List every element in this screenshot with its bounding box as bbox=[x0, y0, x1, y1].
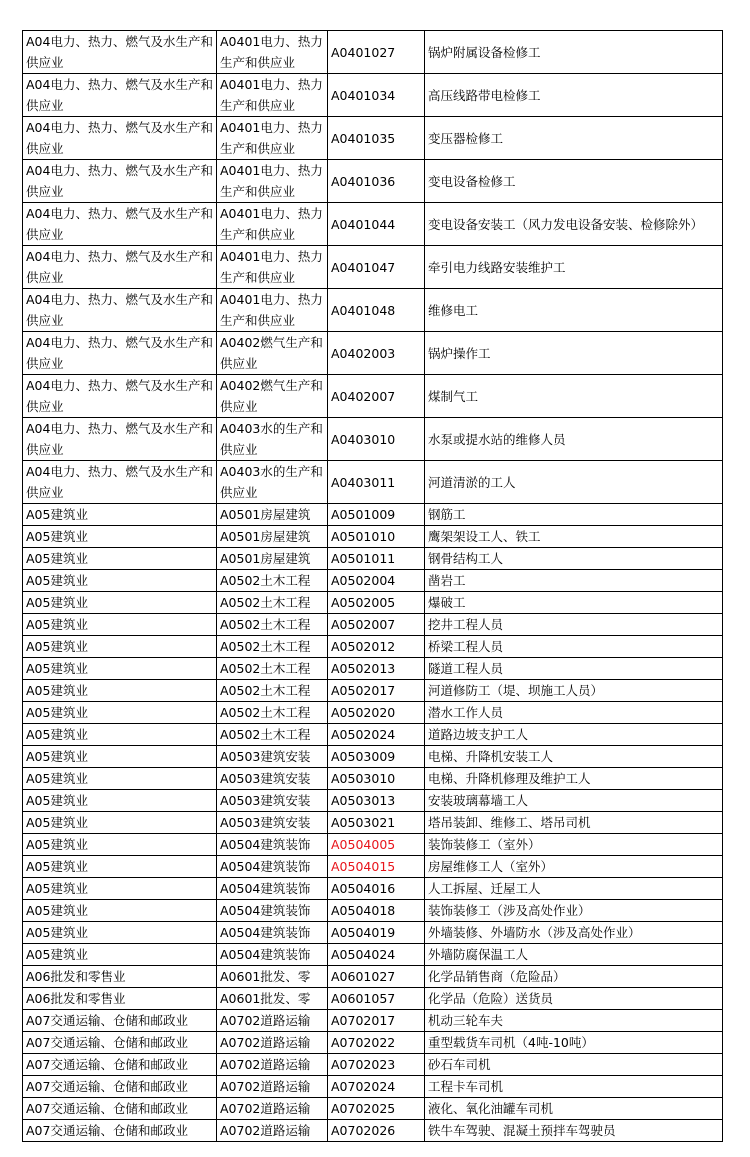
occupation-cell: 钢骨结构工人 bbox=[425, 548, 723, 570]
subcategory-cell: A0504建筑装饰 bbox=[217, 922, 328, 944]
occupation-cell: 房屋维修工人（室外） bbox=[425, 856, 723, 878]
table-row bbox=[23, 1098, 723, 1120]
code-cell: A0401044 bbox=[328, 203, 425, 246]
code-cell: A0504015 bbox=[328, 856, 425, 878]
subcategory-cell: A0502土木工程 bbox=[217, 724, 328, 746]
table-body bbox=[23, 31, 723, 1142]
subcategory-cell: A0702道路运输 bbox=[217, 1032, 328, 1054]
industry-cell: A05建筑业 bbox=[23, 680, 217, 702]
subcategory-cell: A0401电力、热力生产和供应业 bbox=[217, 31, 328, 74]
industry-cell: A04电力、热力、燃气及水生产和供应业 bbox=[23, 375, 217, 418]
table-row bbox=[23, 636, 723, 658]
table-row bbox=[23, 1120, 723, 1142]
industry-cell: A07交通运输、仓储和邮政业 bbox=[23, 1098, 217, 1120]
occupation-cell: 变压器检修工 bbox=[425, 117, 723, 160]
occupation-cell: 钢筋工 bbox=[425, 504, 723, 526]
industry-cell: A05建筑业 bbox=[23, 922, 217, 944]
code-cell: A0503021 bbox=[328, 812, 425, 834]
occupation-table bbox=[22, 30, 723, 1142]
industry-cell: A04电力、热力、燃气及水生产和供应业 bbox=[23, 289, 217, 332]
subcategory-cell: A0502土木工程 bbox=[217, 592, 328, 614]
table-row bbox=[23, 988, 723, 1010]
table-row bbox=[23, 1032, 723, 1054]
table-row bbox=[23, 878, 723, 900]
subcategory-cell: A0504建筑装饰 bbox=[217, 878, 328, 900]
subcategory-cell: A0502土木工程 bbox=[217, 614, 328, 636]
industry-cell: A05建筑业 bbox=[23, 856, 217, 878]
occupation-cell: 电梯、升降机修理及维护工人 bbox=[425, 768, 723, 790]
subcategory-cell: A0401电力、热力生产和供应业 bbox=[217, 117, 328, 160]
table-row bbox=[23, 526, 723, 548]
table-row bbox=[23, 332, 723, 375]
subcategory-cell: A0702道路运输 bbox=[217, 1010, 328, 1032]
code-cell: A0502017 bbox=[328, 680, 425, 702]
code-cell: A0504005 bbox=[328, 834, 425, 856]
industry-cell: A07交通运输、仓储和邮政业 bbox=[23, 1032, 217, 1054]
occupation-cell: 锅炉操作工 bbox=[425, 332, 723, 375]
subcategory-cell: A0502土木工程 bbox=[217, 570, 328, 592]
table-row bbox=[23, 856, 723, 878]
code-cell: A0401048 bbox=[328, 289, 425, 332]
occupation-cell: 铁牛车驾驶、混凝土预拌车驾驶员 bbox=[425, 1120, 723, 1142]
industry-cell: A07交通运输、仓储和邮政业 bbox=[23, 1120, 217, 1142]
occupation-cell: 爆破工 bbox=[425, 592, 723, 614]
occupation-cell: 重型载货车司机（4吨-10吨） bbox=[425, 1032, 723, 1054]
code-cell: A0504016 bbox=[328, 878, 425, 900]
code-cell: A0502007 bbox=[328, 614, 425, 636]
industry-cell: A05建筑业 bbox=[23, 790, 217, 812]
subcategory-cell: A0503建筑安装 bbox=[217, 812, 328, 834]
industry-cell: A04电力、热力、燃气及水生产和供应业 bbox=[23, 418, 217, 461]
subcategory-cell: A0504建筑装饰 bbox=[217, 834, 328, 856]
table-row bbox=[23, 1076, 723, 1098]
occupation-cell: 凿岩工 bbox=[425, 570, 723, 592]
table-row bbox=[23, 289, 723, 332]
subcategory-cell: A0501房屋建筑 bbox=[217, 548, 328, 570]
subcategory-cell: A0702道路运输 bbox=[217, 1120, 328, 1142]
table-row bbox=[23, 570, 723, 592]
occupation-cell: 变电设备检修工 bbox=[425, 160, 723, 203]
occupation-cell: 工程卡车司机 bbox=[425, 1076, 723, 1098]
table-row bbox=[23, 922, 723, 944]
subcategory-cell: A0502土木工程 bbox=[217, 658, 328, 680]
industry-cell: A05建筑业 bbox=[23, 834, 217, 856]
code-cell: A0504024 bbox=[328, 944, 425, 966]
subcategory-cell: A0402燃气生产和供应业 bbox=[217, 332, 328, 375]
table-row bbox=[23, 680, 723, 702]
code-cell: A0503010 bbox=[328, 768, 425, 790]
code-cell: A0502012 bbox=[328, 636, 425, 658]
industry-cell: A07交通运输、仓储和邮政业 bbox=[23, 1010, 217, 1032]
code-cell: A0502005 bbox=[328, 592, 425, 614]
occupation-cell: 装饰装修工（室外） bbox=[425, 834, 723, 856]
occupation-cell: 外墙装修、外墙防水（涉及高处作业） bbox=[425, 922, 723, 944]
subcategory-cell: A0702道路运输 bbox=[217, 1054, 328, 1076]
subcategory-cell: A0401电力、热力生产和供应业 bbox=[217, 74, 328, 117]
code-cell: A0401035 bbox=[328, 117, 425, 160]
occupation-cell: 河道清淤的工人 bbox=[425, 461, 723, 504]
occupation-cell: 维修电工 bbox=[425, 289, 723, 332]
subcategory-cell: A0401电力、热力生产和供应业 bbox=[217, 289, 328, 332]
subcategory-cell: A0702道路运输 bbox=[217, 1076, 328, 1098]
code-cell: A0501011 bbox=[328, 548, 425, 570]
table-row bbox=[23, 1010, 723, 1032]
table-row bbox=[23, 1054, 723, 1076]
code-cell: A0702024 bbox=[328, 1076, 425, 1098]
subcategory-cell: A0504建筑装饰 bbox=[217, 900, 328, 922]
table-row bbox=[23, 658, 723, 680]
industry-cell: A05建筑业 bbox=[23, 768, 217, 790]
occupation-cell: 潜水工作人员 bbox=[425, 702, 723, 724]
table-row bbox=[23, 790, 723, 812]
table-row bbox=[23, 74, 723, 117]
occupation-cell: 锅炉附属设备检修工 bbox=[425, 31, 723, 74]
occupation-cell: 隧道工程人员 bbox=[425, 658, 723, 680]
code-cell: A0501009 bbox=[328, 504, 425, 526]
occupation-cell: 液化、氧化油罐车司机 bbox=[425, 1098, 723, 1120]
occupation-cell: 化学品（危险）送货员 bbox=[425, 988, 723, 1010]
code-cell: A0502013 bbox=[328, 658, 425, 680]
table-row bbox=[23, 418, 723, 461]
occupation-cell: 安装玻璃幕墙工人 bbox=[425, 790, 723, 812]
subcategory-cell: A0401电力、热力生产和供应业 bbox=[217, 246, 328, 289]
subcategory-cell: A0601批发、零 bbox=[217, 988, 328, 1010]
code-cell: A0502020 bbox=[328, 702, 425, 724]
occupation-cell: 鹰架架设工人、铁工 bbox=[425, 526, 723, 548]
table-row bbox=[23, 768, 723, 790]
table-row bbox=[23, 966, 723, 988]
subcategory-cell: A0501房屋建筑 bbox=[217, 504, 328, 526]
industry-cell: A05建筑业 bbox=[23, 944, 217, 966]
code-cell: A0503013 bbox=[328, 790, 425, 812]
industry-cell: A04电力、热力、燃气及水生产和供应业 bbox=[23, 332, 217, 375]
code-cell: A0504018 bbox=[328, 900, 425, 922]
industry-cell: A05建筑业 bbox=[23, 614, 217, 636]
subcategory-cell: A0502土木工程 bbox=[217, 680, 328, 702]
subcategory-cell: A0502土木工程 bbox=[217, 702, 328, 724]
subcategory-cell: A0702道路运输 bbox=[217, 1098, 328, 1120]
occupation-cell: 桥梁工程人员 bbox=[425, 636, 723, 658]
subcategory-cell: A0504建筑装饰 bbox=[217, 944, 328, 966]
code-cell: A0401034 bbox=[328, 74, 425, 117]
occupation-cell: 道路边坡支护工人 bbox=[425, 724, 723, 746]
industry-cell: A05建筑业 bbox=[23, 812, 217, 834]
industry-cell: A05建筑业 bbox=[23, 658, 217, 680]
industry-cell: A04电力、热力、燃气及水生产和供应业 bbox=[23, 203, 217, 246]
occupation-cell: 机动三轮车夫 bbox=[425, 1010, 723, 1032]
code-cell: A0702026 bbox=[328, 1120, 425, 1142]
code-cell: A0402003 bbox=[328, 332, 425, 375]
table-row bbox=[23, 834, 723, 856]
code-cell: A0403010 bbox=[328, 418, 425, 461]
industry-cell: A05建筑业 bbox=[23, 636, 217, 658]
code-cell: A0502024 bbox=[328, 724, 425, 746]
table-row bbox=[23, 461, 723, 504]
occupation-cell: 化学品销售商（危险品） bbox=[425, 966, 723, 988]
table-row bbox=[23, 548, 723, 570]
table-row bbox=[23, 812, 723, 834]
table-row bbox=[23, 203, 723, 246]
table-row bbox=[23, 614, 723, 636]
industry-cell: A06批发和零售业 bbox=[23, 966, 217, 988]
industry-cell: A04电力、热力、燃气及水生产和供应业 bbox=[23, 117, 217, 160]
code-cell: A0401027 bbox=[328, 31, 425, 74]
code-cell: A0402007 bbox=[328, 375, 425, 418]
code-cell: A0403011 bbox=[328, 461, 425, 504]
occupation-cell: 装饰装修工（涉及高处作业） bbox=[425, 900, 723, 922]
code-cell: A0401036 bbox=[328, 160, 425, 203]
occupation-cell: 塔吊装卸、维修工、塔吊司机 bbox=[425, 812, 723, 834]
table-row bbox=[23, 900, 723, 922]
industry-cell: A05建筑业 bbox=[23, 724, 217, 746]
subcategory-cell: A0401电力、热力生产和供应业 bbox=[217, 203, 328, 246]
table-row bbox=[23, 31, 723, 74]
subcategory-cell: A0401电力、热力生产和供应业 bbox=[217, 160, 328, 203]
subcategory-cell: A0501房屋建筑 bbox=[217, 526, 328, 548]
table-row bbox=[23, 702, 723, 724]
industry-cell: A04电力、热力、燃气及水生产和供应业 bbox=[23, 246, 217, 289]
occupation-cell: 砂石车司机 bbox=[425, 1054, 723, 1076]
subcategory-cell: A0403水的生产和供应业 bbox=[217, 418, 328, 461]
code-cell: A0702025 bbox=[328, 1098, 425, 1120]
subcategory-cell: A0402燃气生产和供应业 bbox=[217, 375, 328, 418]
industry-cell: A05建筑业 bbox=[23, 504, 217, 526]
occupation-cell: 人工拆屋、迁屋工人 bbox=[425, 878, 723, 900]
subcategory-cell: A0503建筑安装 bbox=[217, 746, 328, 768]
industry-cell: A05建筑业 bbox=[23, 878, 217, 900]
industry-cell: A04电力、热力、燃气及水生产和供应业 bbox=[23, 160, 217, 203]
subcategory-cell: A0503建筑安装 bbox=[217, 790, 328, 812]
industry-cell: A05建筑业 bbox=[23, 592, 217, 614]
industry-cell: A04电力、热力、燃气及水生产和供应业 bbox=[23, 74, 217, 117]
occupation-cell: 煤制气工 bbox=[425, 375, 723, 418]
industry-cell: A04电力、热力、燃气及水生产和供应业 bbox=[23, 461, 217, 504]
table-row bbox=[23, 724, 723, 746]
occupation-cell: 水泵或提水站的维修人员 bbox=[425, 418, 723, 461]
code-cell: A0601027 bbox=[328, 966, 425, 988]
table-row bbox=[23, 504, 723, 526]
industry-cell: A05建筑业 bbox=[23, 746, 217, 768]
code-cell: A0702022 bbox=[328, 1032, 425, 1054]
industry-cell: A06批发和零售业 bbox=[23, 988, 217, 1010]
industry-cell: A07交通运输、仓储和邮政业 bbox=[23, 1076, 217, 1098]
industry-cell: A05建筑业 bbox=[23, 526, 217, 548]
subcategory-cell: A0504建筑装饰 bbox=[217, 856, 328, 878]
code-cell: A0702023 bbox=[328, 1054, 425, 1076]
table-row bbox=[23, 944, 723, 966]
occupation-cell: 变电设备安装工（风力发电设备安装、检修除外） bbox=[425, 203, 723, 246]
table-row bbox=[23, 746, 723, 768]
subcategory-cell: A0503建筑安装 bbox=[217, 768, 328, 790]
table-row bbox=[23, 117, 723, 160]
subcategory-cell: A0403水的生产和供应业 bbox=[217, 461, 328, 504]
occupation-cell: 外墙防腐保温工人 bbox=[425, 944, 723, 966]
occupation-cell: 牵引电力线路安装维护工 bbox=[425, 246, 723, 289]
code-cell: A0504019 bbox=[328, 922, 425, 944]
table-row bbox=[23, 592, 723, 614]
occupation-cell: 河道修防工（堤、坝施工人员） bbox=[425, 680, 723, 702]
table-row bbox=[23, 160, 723, 203]
occupation-cell: 电梯、升降机安装工人 bbox=[425, 746, 723, 768]
subcategory-cell: A0502土木工程 bbox=[217, 636, 328, 658]
occupation-cell: 高压线路带电检修工 bbox=[425, 74, 723, 117]
code-cell: A0503009 bbox=[328, 746, 425, 768]
code-cell: A0702017 bbox=[328, 1010, 425, 1032]
subcategory-cell: A0601批发、零 bbox=[217, 966, 328, 988]
industry-cell: A05建筑业 bbox=[23, 570, 217, 592]
industry-cell: A05建筑业 bbox=[23, 548, 217, 570]
code-cell: A0502004 bbox=[328, 570, 425, 592]
industry-cell: A05建筑业 bbox=[23, 702, 217, 724]
industry-cell: A04电力、热力、燃气及水生产和供应业 bbox=[23, 31, 217, 74]
industry-cell: A07交通运输、仓储和邮政业 bbox=[23, 1054, 217, 1076]
occupation-cell: 挖井工程人员 bbox=[425, 614, 723, 636]
industry-cell: A05建筑业 bbox=[23, 900, 217, 922]
code-cell: A0401047 bbox=[328, 246, 425, 289]
table-row bbox=[23, 246, 723, 289]
code-cell: A0601057 bbox=[328, 988, 425, 1010]
code-cell: A0501010 bbox=[328, 526, 425, 548]
table-row bbox=[23, 375, 723, 418]
